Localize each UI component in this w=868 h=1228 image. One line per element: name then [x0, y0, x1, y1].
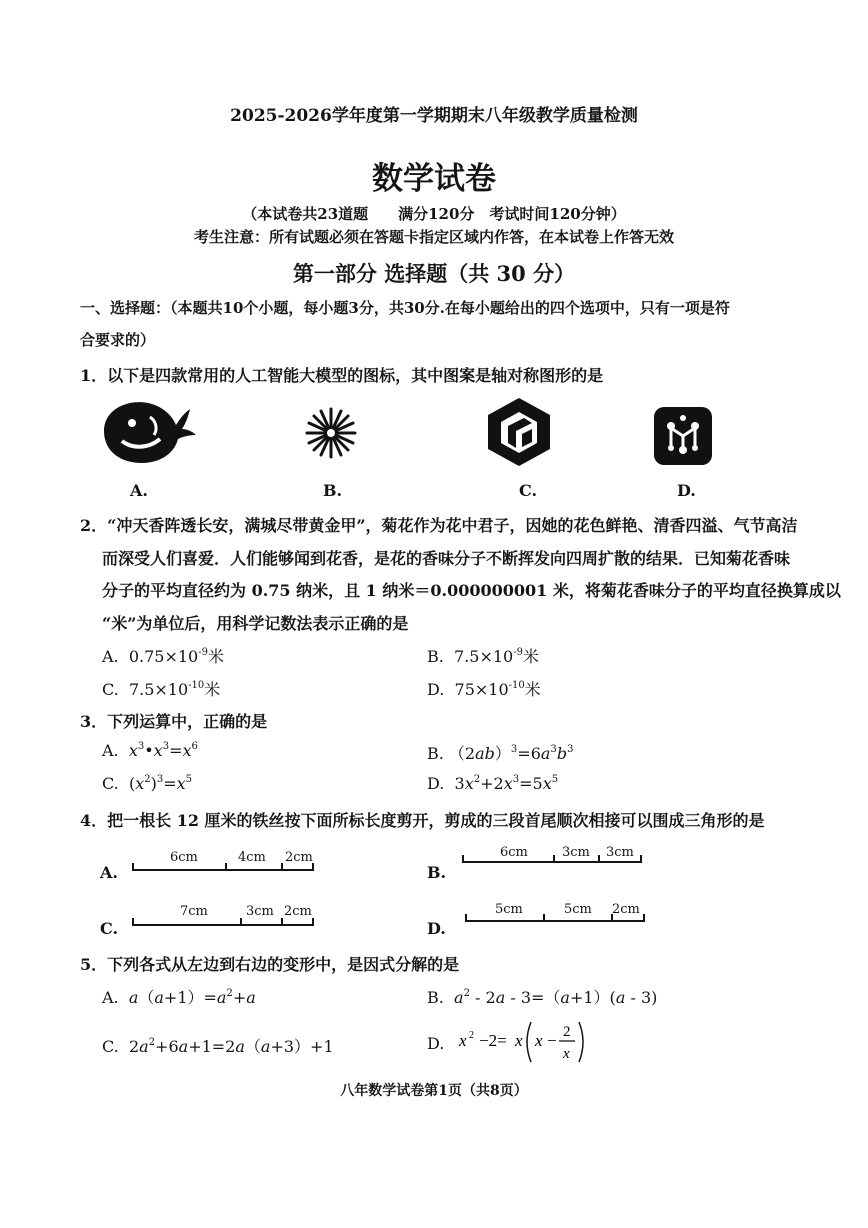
q2-option-b: B. $7.5\times 10^{-9}$米 [427, 647, 539, 666]
whale-logo-icon [98, 395, 198, 467]
hexagon-logo-icon [486, 396, 552, 468]
q5-option-b: B. $a^2 - 2a - 3=(a+1)(a - 3)$ [427, 988, 658, 1007]
svg-text:x: x [459, 1031, 467, 1050]
q1-label-d: D. [677, 481, 696, 500]
question-2-line-3: 分子的平均直径约为 0.75 纳米，且 1 纳米＝0.000000001 米，将菊花香味分子的平均直径换算成以 [102, 581, 841, 600]
q4-d-seg-3: 2cm [612, 902, 640, 917]
question-3-stem: 3．下列运算中，正确的是 [80, 712, 268, 731]
svg-text:2: 2 [563, 1024, 571, 1040]
svg-text:2: 2 [469, 1030, 474, 1041]
exam-notice: 考生注意：所有试题必须在答题卡指定区域内作答，在本试卷上作答无效 [193, 228, 674, 246]
q5-option-a: A. $a(a+1)=a^2+a$ [102, 988, 256, 1007]
q2-option-a: A. $0.75\times 10^{-9}$米 [102, 647, 224, 666]
q4-c-seg-1: 7cm [180, 904, 208, 919]
network-square-logo-icon [653, 406, 713, 466]
q5-option-c: C. $2a^2+6a+1=2a(a+3)+1$ [102, 1037, 334, 1056]
svg-text:x: x [515, 1031, 523, 1050]
q2-option-d: D. $75\times 10^{-10}$米 [427, 680, 541, 699]
svg-text:x: x [535, 1031, 543, 1050]
question-2-line-4: “米”为单位后，用科学记数法表示正确的是 [102, 614, 409, 633]
q4-b-seg-2: 3cm [562, 845, 590, 860]
q4-b-seg-1: 6cm [500, 845, 528, 860]
starburst-logo-icon [303, 405, 359, 461]
q4-d-seg-1: 5cm [495, 902, 523, 917]
q1-label-a: A. [130, 481, 148, 500]
q4-a-seg-1: 6cm [170, 850, 198, 865]
q4-a-seg-2: 4cm [238, 850, 266, 865]
q1-label-c: C. [519, 481, 538, 500]
question-1-stem: 1．以下是四款常用的人工智能大模型的图标，其中图案是轴对称图形的是 [80, 366, 604, 385]
question-2-line-2: 而深受人们喜爱．人们能够闻到花香，是花的香味分子不断挥发向四周扩散的结果．已知菊花香味 [102, 549, 791, 568]
part-title: 第一部分 选择题（共 30 分） [292, 261, 576, 286]
q4-c-seg-3: 2cm [284, 904, 312, 919]
exam-info: （本试卷共23道题 满分120分 考试时间120分钟） [242, 205, 626, 223]
section-heading-line2: 合要求的） [80, 331, 156, 349]
page-footer: 八年数学试卷第1页（共8页） [340, 1083, 528, 1099]
q1-label-b: B. [323, 481, 343, 500]
section-heading-line1: 一、选择题：（本题共10个小题，每小题3分，共30分.在每小题给出的四个选项中，只有一项是符 [80, 299, 730, 317]
q3-option-b: B. $(2ab)^3=6a^3b^3$ [427, 744, 574, 763]
subject-title: 数学试卷 [372, 161, 496, 197]
q4-option-c-letter: C. [100, 919, 119, 938]
q4-option-b-letter: B. [427, 863, 447, 882]
q3-option-a: A. $x^3•x^3=x^6$ [102, 741, 198, 760]
q3-option-d: D. $3x^2+2x^3=5x^5$ [427, 774, 559, 793]
svg-text:−: − [547, 1031, 557, 1050]
svg-text:−2=: −2= [479, 1031, 507, 1050]
q4-c-seg-2: 3cm [246, 904, 274, 919]
q4-b-seg-3: 3cm [606, 845, 634, 860]
question-5-stem: 5．下列各式从左边到右边的变形中，是因式分解的是 [80, 955, 460, 974]
question-4-stem: 4．把一根长 12 厘米的铁丝按下面所标长度剪开，剪成的三段首尾顺次相接可以围成三角形的是 [80, 811, 765, 830]
q4-option-a-letter: A. [100, 863, 118, 882]
svg-text:x: x [563, 1046, 570, 1062]
q4-option-d-letter: D. [427, 919, 446, 938]
q4-a-seg-3: 2cm [285, 850, 313, 865]
q2-option-c: C. $7.5\times 10^{-10}$米 [102, 680, 221, 699]
question-2-line-1: 2．“冲天香阵透长安，满城尽带黄金甲”，菊花作为花中君子，因她的花色鲜艳、清香四溢、气节高洁 [80, 516, 798, 535]
q4-d-seg-2: 5cm [564, 902, 592, 917]
exam-title: 2025-2026学年度第一学期期末八年级教学质量检测 [230, 106, 638, 126]
q3-option-c: C. $(x^2)^3=x^5$ [102, 774, 193, 793]
